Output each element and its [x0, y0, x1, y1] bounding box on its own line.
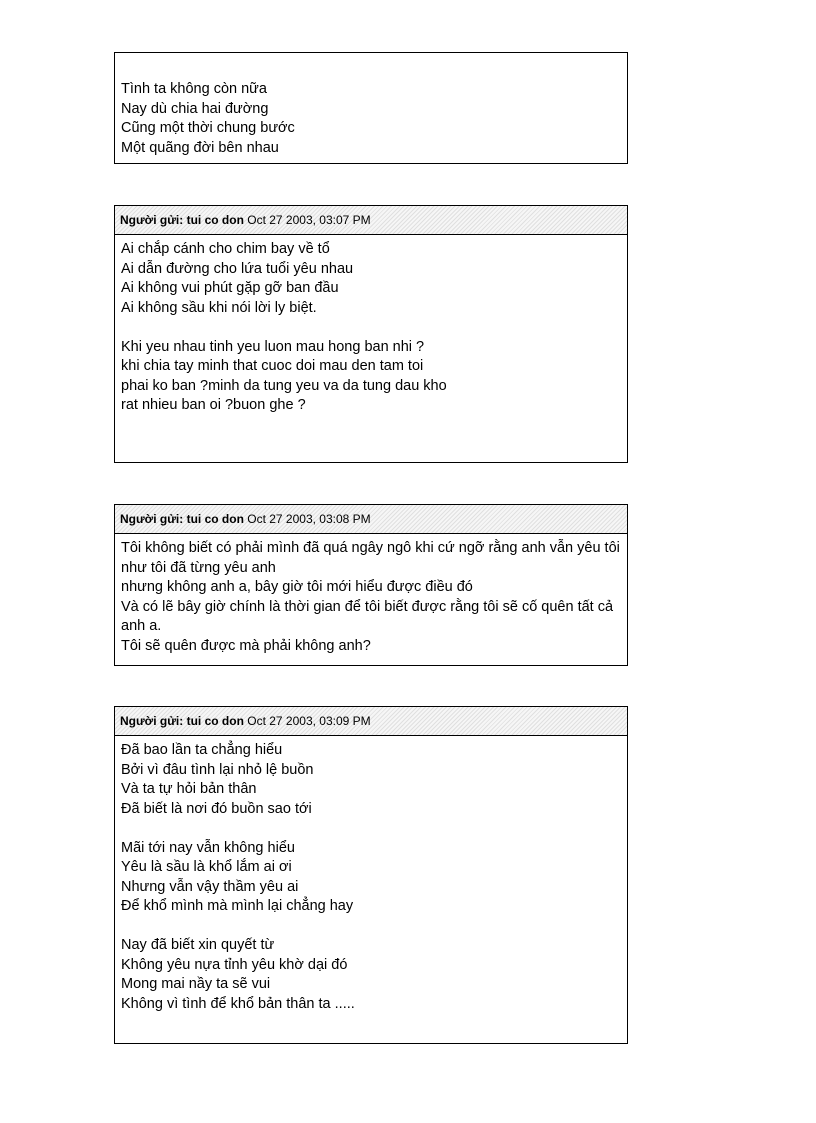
post-header	[115, 206, 627, 235]
post-line: Ai dẫn đường cho lứa tuổi yêu nhau	[121, 260, 354, 277]
post-line: Tôi sẽ quên được mà phải không anh?	[121, 637, 371, 654]
sender-name: tui co don	[186, 213, 244, 227]
post-line: Mong mai nầy ta sẽ vui	[121, 976, 271, 992]
post-line: Nay dù chia hai đường	[121, 100, 269, 117]
post-line: Không vì tình để khổ bản thân ta .....	[121, 995, 355, 1012]
post-line: Và ta tự hỏi bản thân	[121, 781, 257, 797]
post-date: Oct 27 2003, 03:07 PM	[247, 213, 371, 227]
post-header	[115, 505, 627, 534]
forum-post	[114, 706, 628, 1044]
post-line: Một quãng đời bên nhau	[121, 139, 279, 156]
post-line: phai ko ban ?minh da tung yeu va da tung dau kho	[121, 377, 447, 394]
post-line: Không yêu nựa tỉnh yêu khờ dại đó	[121, 956, 348, 973]
post-line: Khi yeu nhau tinh yeu luon mau hong ban nhi ?	[121, 338, 425, 355]
post-line	[121, 917, 621, 937]
post-line: Mãi tới nay vẫn không hiểu	[121, 839, 295, 856]
sender-name: tui co don	[186, 512, 244, 526]
post-line: Nhưng vẫn vậy thầm yêu ai	[121, 878, 299, 895]
post-line: rat nhieu ban oi ?buon ghe ?	[121, 397, 306, 413]
post-body	[115, 736, 627, 1014]
sender-name: tui co don	[186, 714, 244, 728]
post-body	[115, 53, 627, 158]
post-line: Và có lẽ bây giờ chính là thời gian để tôi biết được rằng tôi sẽ cố quên tất cả anh a.	[121, 598, 614, 634]
forum-post	[114, 504, 628, 666]
post-line: Tôi không biết có phải mình đã quá ngây ngô khi cứ ngỡ rằng anh vẫn yêu tôi như tôi đã từng yêu anh	[121, 540, 620, 576]
post-body	[115, 534, 627, 656]
post-line: Tình ta không còn nữa	[121, 81, 267, 97]
post-body	[115, 235, 627, 416]
post-line: Để khổ mình mà mình lại chẳng hay	[121, 898, 354, 914]
post-line	[121, 819, 621, 839]
post-line: Đã biết là nơi đó buồn sao tới	[121, 800, 312, 817]
post-line: Bởi vì đâu tình lại nhỏ lệ buồn	[121, 761, 314, 778]
sender-label: Người gửi:	[120, 213, 184, 227]
post-line	[121, 318, 621, 338]
forum-post	[114, 205, 628, 463]
forum-post	[114, 52, 628, 164]
sender-label: Người gửi:	[120, 512, 184, 526]
post-line: Đã bao lần ta chẳng hiểu	[121, 742, 283, 758]
post-line: Ai không vui phút gặp gỡ ban đầu	[121, 280, 339, 296]
post-line: Nay đã biết xin quyết từ	[121, 937, 275, 953]
post-date: Oct 27 2003, 03:08 PM	[247, 512, 371, 526]
post-line: Ai chắp cánh cho chim bay về tổ	[121, 241, 330, 257]
post-line: Ai không sầu khi nói lời ly biệt.	[121, 299, 317, 316]
post-header	[115, 707, 627, 736]
sender-label: Người gửi:	[120, 714, 184, 728]
post-line: khi chia tay minh that cuoc doi mau den tam toi	[121, 358, 424, 374]
post-line: Yêu là sầu là khổ lắm ai ơi	[121, 859, 292, 875]
post-line: Cũng một thời chung bước	[121, 120, 295, 136]
post-date: Oct 27 2003, 03:09 PM	[247, 714, 371, 728]
post-line: nhưng không anh a, bây giờ tôi mới hiểu được điều đó	[121, 579, 473, 595]
